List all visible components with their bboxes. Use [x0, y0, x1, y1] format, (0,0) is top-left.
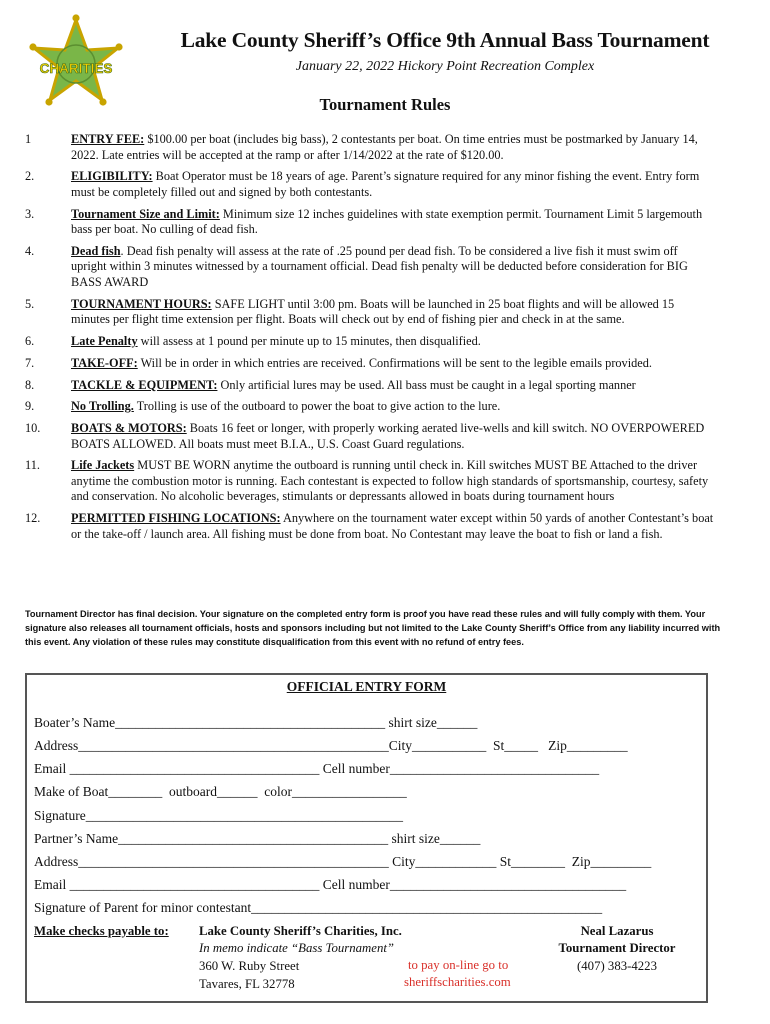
- payee-name: Lake County Sheriff’s Charities, Inc.: [199, 924, 402, 938]
- rule-keyword: Tournament Size and Limit:: [71, 206, 220, 221]
- partner-name-field[interactable]: Partner’s Name________________________________________ shirt size______: [34, 831, 481, 846]
- partner-email-field[interactable]: Email _____________________________________ Cell number___________________________________: [34, 877, 627, 892]
- entry-form-title: OFFICIAL ENTRY FORM: [286, 679, 447, 694]
- memo-note: In memo indicate “Bass Tournament”: [199, 941, 395, 955]
- rule-keyword: ELIGIBILITY:: [71, 169, 153, 184]
- online-pay-note: to pay on-line go to: [408, 958, 509, 972]
- boater-address-field[interactable]: Address______________________________________________City___________ St_____ Zip_________: [34, 738, 628, 753]
- rule-number: 7.: [25, 355, 35, 370]
- rule-item: [25, 378, 715, 394]
- rule-keyword: ENTRY FEE:: [71, 132, 145, 146]
- rule-item: [25, 132, 715, 163]
- rule-text: Boat Operator must be 18 years of age. Parent’s signature required for any minor fishing the event. Entry form must be completely filled out and signed by both contestants.: [71, 169, 700, 199]
- rule-item: [25, 169, 715, 200]
- boater-name-field[interactable]: Boater’s Name________________________________________ shirt size______: [34, 715, 478, 730]
- payee-street: 360 W. Ruby Street: [199, 959, 300, 973]
- rule-text: Only artificial lures may be used. All bass must be caught in a legal sporting manner: [217, 377, 636, 392]
- partner-address-field[interactable]: Address______________________________________________ City____________ St________ Zip_________: [34, 854, 652, 869]
- rule-text: SAFE LIGHT until 3:00 pm. Boats will be launched in 25 boat flights and will be allowed 15 minutes per flight time extension per flight. Boats will check out by end of fishing pier and check in at the same.: [71, 296, 675, 327]
- rule-number: 10.: [25, 421, 41, 436]
- rule-number: 5.: [25, 296, 35, 311]
- parent-signature-field[interactable]: Signature of Parent for minor contestant____________________________________________________: [34, 900, 603, 915]
- rule-number: 6.: [25, 333, 35, 348]
- payee-city: Tavares, FL 32778: [199, 977, 295, 991]
- rule-text: . Dead fish penalty will assess at the rate of .25 pound per dead fish. To be considered a live fish it must swim off upright within 3 minutes witnessed by a tournament official. Dead fish penalty will be deducted before consideration for BIG BASS AWARD: [71, 243, 688, 289]
- boater-email-field[interactable]: Email _____________________________________ Cell number_______________________________: [34, 761, 600, 776]
- rule-keyword: PERMITTED FISHING LOCATIONS:: [71, 511, 281, 526]
- rule-keyword: TOURNAMENT HOURS:: [71, 296, 212, 311]
- rule-text: $100.00 per boat (includes big bass), 2 contestants per boat. On time entries must be postmarked by January 14, 2022. Late entries will be accepted at the ramp or after 1/14/2022 at the rate of $120.00.: [71, 132, 698, 162]
- rule-text: Minimum size 12 inches guidelines with state exemption permit. Tournament Limit 5 largemouth bass per boat. No culling of dead fish.: [71, 206, 703, 237]
- rule-text: Trolling is use of the outboard to power the boat to give action to the lure.: [133, 399, 501, 414]
- director-name: Neal Lazarus: [580, 924, 654, 938]
- rule-keyword: TACKLE & EQUIPMENT:: [71, 377, 218, 392]
- rule-number: 1: [25, 132, 32, 146]
- payable-label: Make checks payable to:: [34, 924, 169, 938]
- rule-text: will assess at 1 pound per minute up to 15 minutes, then disqualified.: [137, 333, 481, 348]
- entry-form: [25, 673, 708, 1003]
- rule-keyword: Dead fish: [71, 243, 121, 258]
- rule-item: [25, 297, 715, 328]
- rule-item: [25, 421, 715, 452]
- rule-number: 8.: [25, 377, 35, 392]
- disclaimer-text: Tournament Director has final decision. Your signature on the completed entry form is proof you have read these rules and will fully comply with them. Your signature also releases all tournament officials, hosts and sponsors including but not limited to the Lake County Sheriff’s Office from any liability incurred with this event. Any violation of these rules may constitute disqualification from this event with no refund of entry fees.: [25, 609, 721, 648]
- director-phone: (407) 383-4223: [577, 959, 657, 973]
- rule-number: 11.: [25, 458, 40, 473]
- rule-keyword: Life Jackets: [71, 458, 135, 473]
- page-subtitle: January 22, 2022 Hickory Point Recreation Complex: [295, 59, 595, 74]
- rule-item: [25, 244, 715, 291]
- rule-text: MUST BE WORN anytime the outboard is running until check in. Kill switches MUST BE Attached to the driver anytime the combustion motor is running. Each contestant is expected to follow high standards of sportsmanship, courtesy, safety and conservation. No alcoholic beverages, stimulants or depressants allowed in boats during tournament hours: [71, 458, 709, 504]
- rule-text: Will be in order in which entries are received. Confirmations will be sent to the legible emails provided.: [137, 355, 652, 370]
- rule-keyword: TAKE-OFF:: [71, 355, 138, 370]
- rule-number: 3.: [25, 206, 35, 221]
- rule-item: [25, 356, 715, 372]
- rule-text: Anywhere on the tournament water except within 50 yards of another Contestant’s boat or the take-off / launch area. All fishing must be done from boat. No Contestant may leave the boat to fish or land a fish.: [71, 511, 714, 541]
- page-title: Lake County Sheriff’s Office 9th Annual Bass Tournament: [180, 28, 710, 52]
- rule-number: 12.: [25, 511, 41, 526]
- rule-number: 2.: [25, 169, 35, 184]
- rule-item: [25, 207, 715, 238]
- rule-number: 4.: [25, 243, 35, 258]
- rules-list: [25, 132, 715, 549]
- rule-text: Boats 16 feet or longer, with properly working aerated live-wells and kill switch. NO OVERPOWERED BOATS ALLOWED. All boats must meet B.I.A., U.S. Coast Guard regulations.: [71, 421, 705, 451]
- logo-text: CHARITIES: [39, 61, 113, 76]
- rule-keyword: BOATS & MOTORS:: [71, 421, 187, 436]
- online-pay-link[interactable]: sheriffscharities.com: [404, 975, 511, 989]
- rule-keyword: No Trolling.: [71, 399, 134, 414]
- rules-heading: Tournament Rules: [319, 95, 451, 114]
- rule-item: [25, 458, 715, 505]
- rule-item: [25, 511, 715, 542]
- rule-number: 9.: [25, 399, 35, 414]
- boater-signature-field[interactable]: Signature_______________________________________________: [34, 808, 403, 823]
- director-title: Tournament Director: [558, 941, 676, 955]
- rule-item: [25, 399, 715, 415]
- boat-details-field[interactable]: Make of Boat________ outboard______ color_________________: [34, 784, 407, 799]
- rule-keyword: Late Penalty: [71, 333, 138, 348]
- rule-item: [25, 334, 715, 350]
